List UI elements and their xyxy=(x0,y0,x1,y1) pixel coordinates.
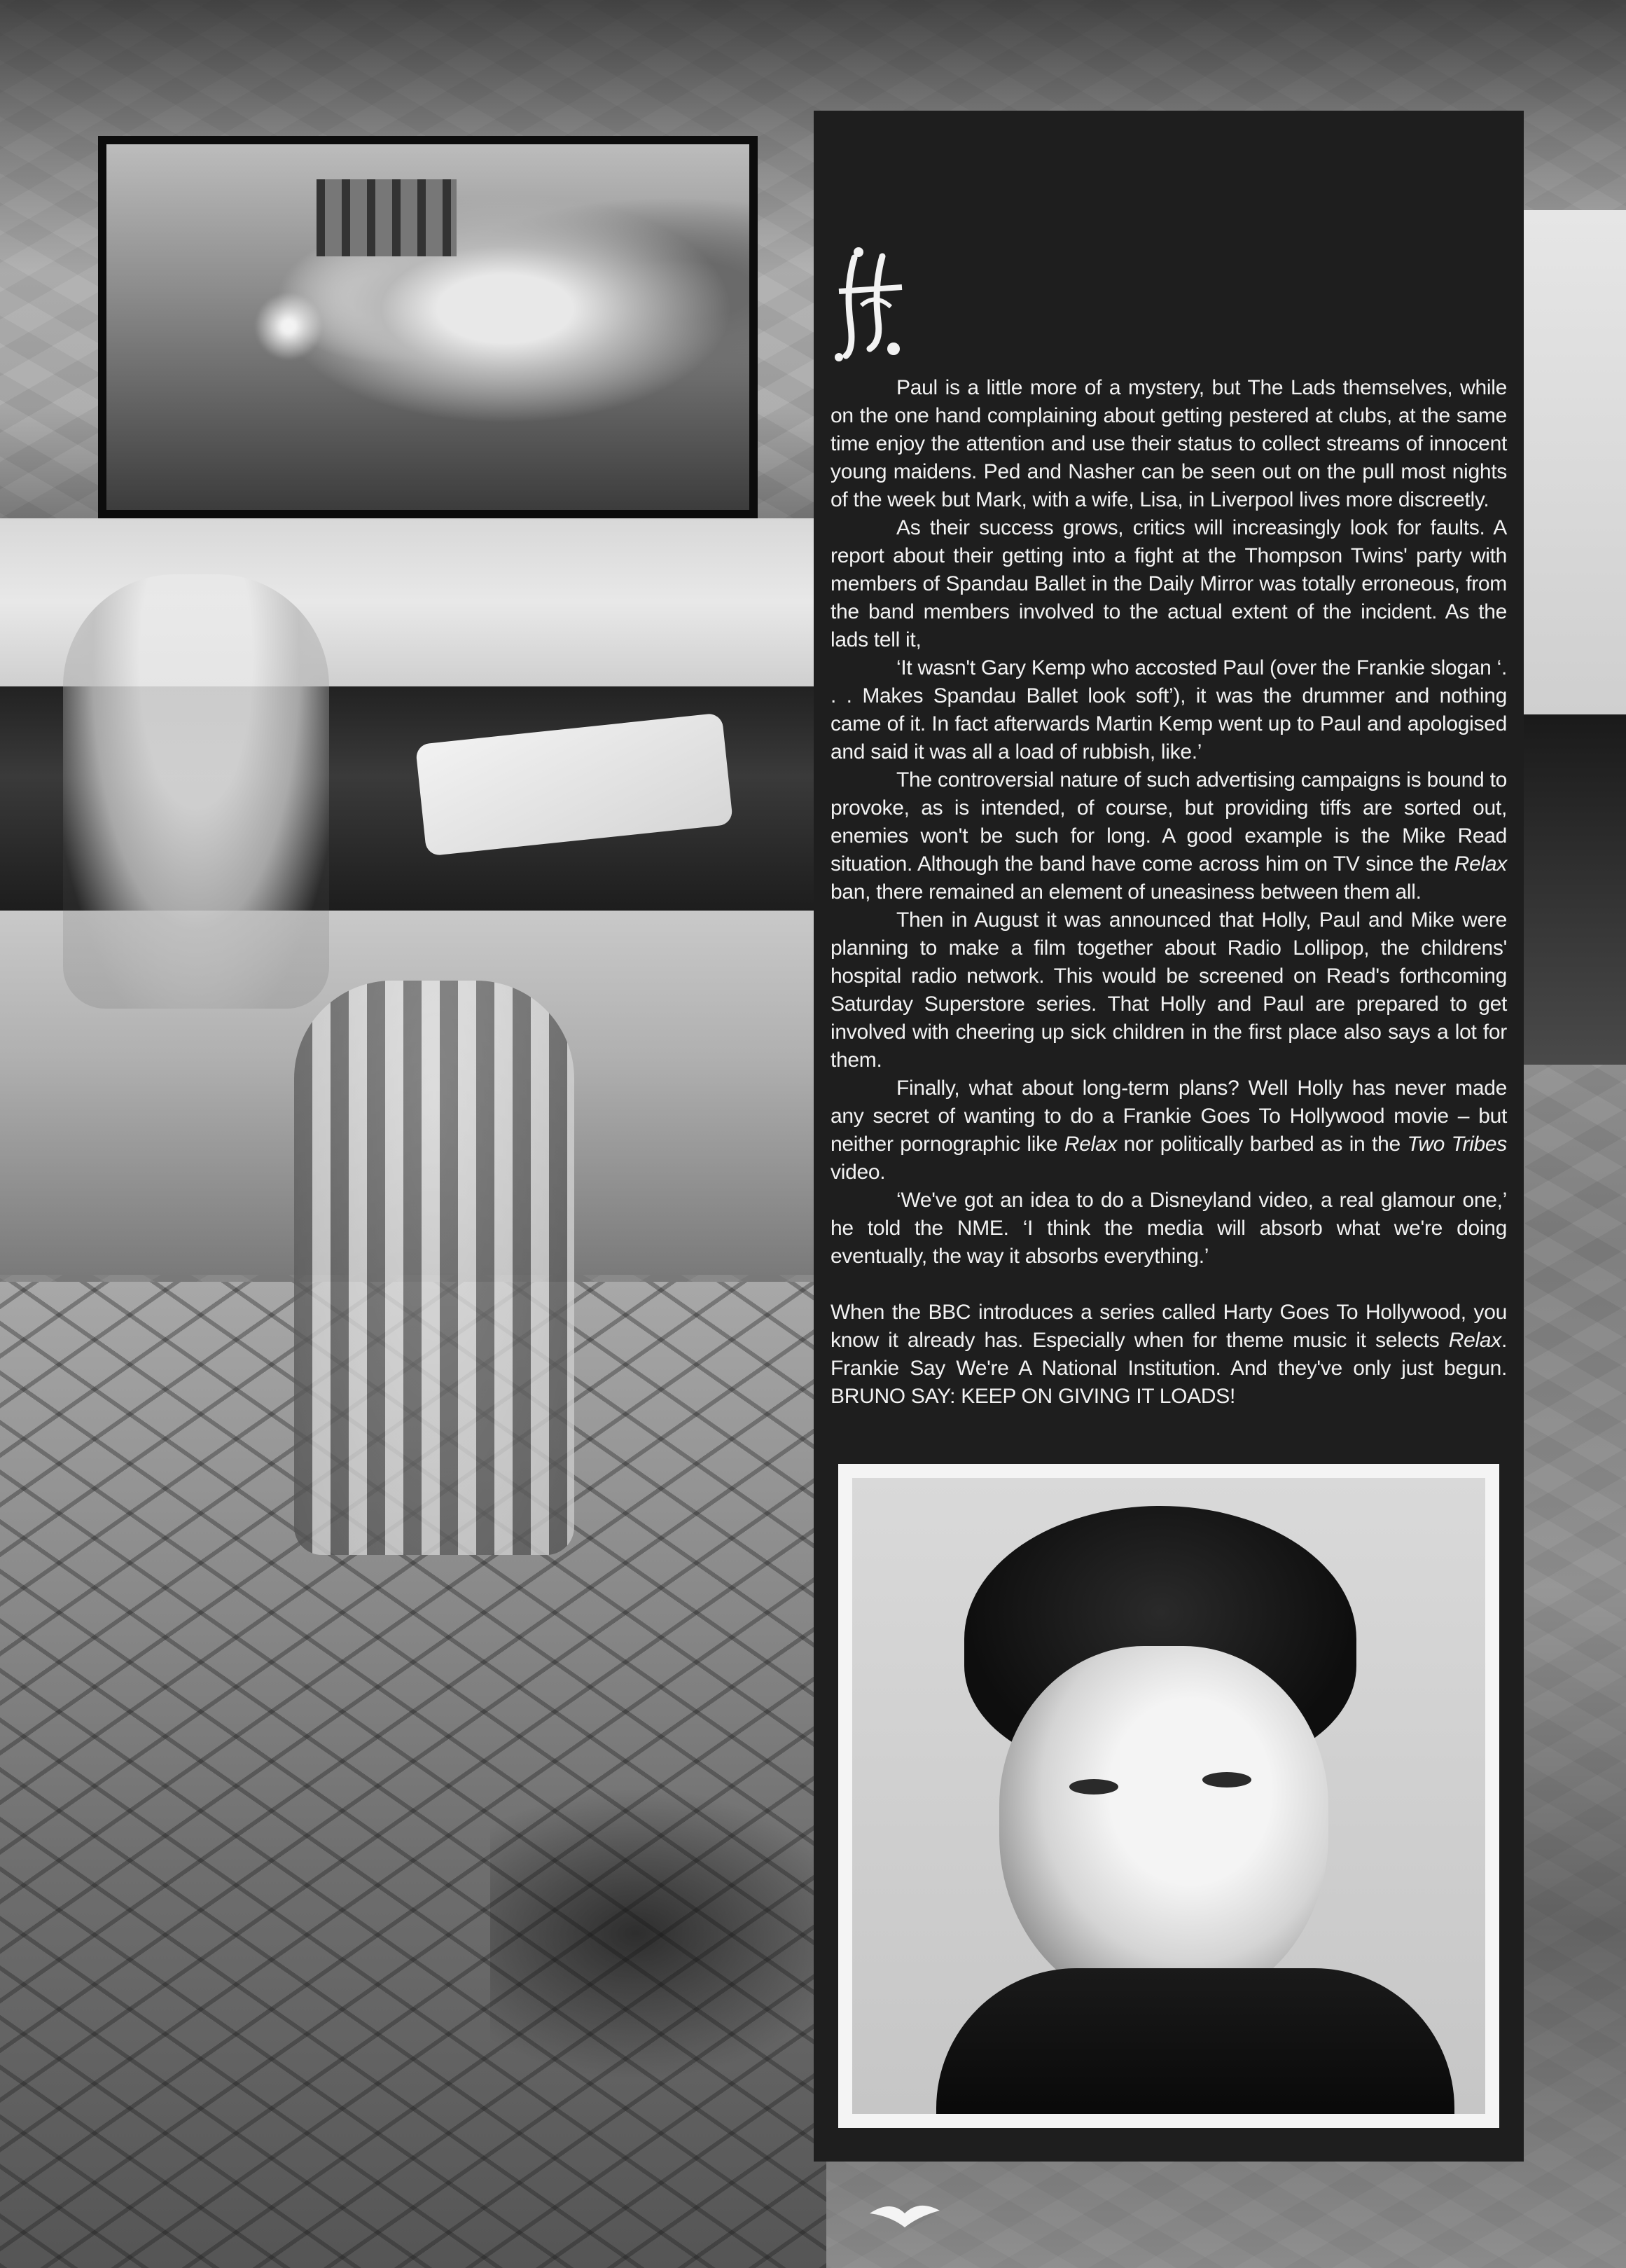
portrait-eye xyxy=(1069,1779,1118,1795)
bird-shape-decoration xyxy=(863,2185,947,2241)
band-party-photo-image xyxy=(106,144,749,510)
article-italic: Relax xyxy=(1454,852,1507,876)
article-paragraph: Then in August it was announced that Holly, Paul and Mike were planning to make a film together about Radio Lollipop, the childrens' hospital radio network. This would be screened on Read's forthcoming Saturday Superstore series. That Holly and Paul are prepared to get involved with cheering up sick children in the first place also says a lot for them. xyxy=(831,908,1507,1072)
article-italic: Relax xyxy=(1448,1329,1501,1352)
portrait-image xyxy=(852,1478,1485,2114)
article-italic: Relax xyxy=(1064,1133,1118,1156)
article-paragraph: ‘It wasn't Gary Kemp who accosted Paul (over the Frankie slogan ‘. . . Makes Spandau Ballet look soft’), it was the drummer and nothing came of it. In fact afterwards Martin Kemp went up to Paul and apologised and said it was all a load of rubbish, like.’ xyxy=(831,656,1507,763)
holly-portrait-photo xyxy=(838,1464,1499,2128)
article-paragraph xyxy=(831,1074,1507,1187)
band-party-photo xyxy=(98,136,758,518)
portrait-eye xyxy=(1202,1772,1251,1788)
article-paragraph xyxy=(831,1299,1507,1411)
figure-sitting xyxy=(63,574,329,1009)
fgth-monogram-logo xyxy=(826,244,910,363)
article-text: . xyxy=(1501,1329,1507,1352)
figure-walking xyxy=(294,981,574,1555)
article-text: ban, there remained an element of uneasiness between them all. xyxy=(831,880,1422,904)
article-panel xyxy=(814,111,1524,2162)
article-paragraph xyxy=(831,766,1507,906)
article-text: video. xyxy=(831,1161,886,1184)
article-italic: Two Tribes xyxy=(1407,1133,1507,1156)
article-paragraph: As their success grows, critics will increasingly look for faults. A report about their getting into a fight at the Thompson Twins' party with members of Spandau Ballet in the Daily Mirror was totally erroneous, from the band members involved to the actual extent of the incident. As the lads tell it, xyxy=(831,516,1507,651)
portrait-face xyxy=(999,1646,1328,2010)
article-text: Finally, what about long-term plans? Well Holly has never made any secret of wanting to do a Frankie Goes To Hollywood movie – but neither pornographic like xyxy=(831,1077,1507,1156)
article-paragraph: ‘We've got an idea to do a Disneyland video, a real glamour one,’ he told the NME. ‘I think the media will absorb what we're doing eventually, the way it absorbs everything.’ xyxy=(831,1189,1507,1268)
article-paragraph: Paul is a little more of a mystery, but The Lads themselves, while on the one hand complaining about getting pestered at clubs, at the same time enjoy the attention and use their status to collect streams of innocent young maidens. Ped and Nasher can be seen out on the pull most nights of the week but Mark, with a wife, Lisa, in Liverpool lives more discreetly. xyxy=(831,376,1507,511)
article-body xyxy=(831,374,1507,1411)
article-text: The controversial nature of such advertising campaigns is bound to provoke, as is intended, of course, but providing tiffs are sorted out, enemies won't be such for long. A good example is the Mike Read situation. Although the band have come across him on TV since the xyxy=(831,768,1507,876)
drink-splash xyxy=(232,228,345,424)
article-text: When the BBC introduces a series called Harty Goes To Hollywood, you know it already has. Especially when for theme music it selects xyxy=(831,1301,1507,1352)
article-text: Frankie Say We're A National Institution. And they've only just begun. BRUNO SAY: KEEP ON GIVING IT LOADS! xyxy=(831,1357,1507,1408)
portrait-jacket xyxy=(936,1968,1454,2114)
article-text: nor politically barbed as in the xyxy=(1117,1133,1408,1156)
figure-shadow xyxy=(490,1786,854,2080)
